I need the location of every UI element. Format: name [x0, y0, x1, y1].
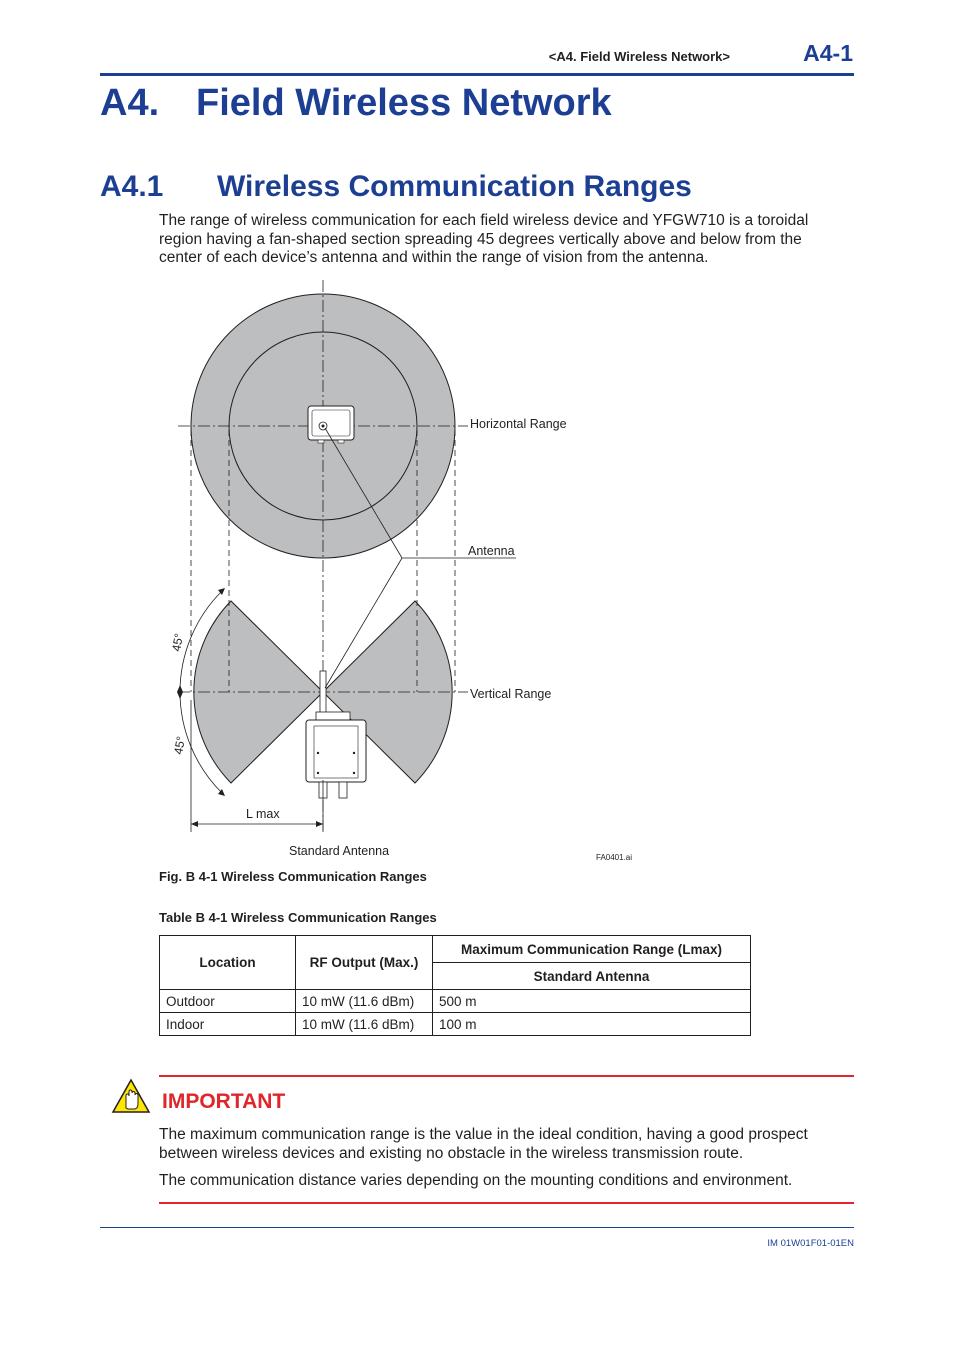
header-location: Location: [160, 936, 296, 990]
label-file-id: FA0401.ai: [596, 853, 633, 862]
intro-paragraph: The range of wireless communication for each field wireless device and YFGW710 is a toroidal region having a fan-shaped section spreading 45 degrees vertically above and below from the center of each device’s antenna and within the range of vision from the antenna.: [159, 212, 809, 266]
chapter-title-text: Field Wireless Network: [196, 82, 612, 124]
table-caption: Table B 4-1 Wireless Communication Ranges: [159, 910, 437, 925]
header-max-range: Maximum Communication Range (Lmax): [433, 936, 751, 963]
label-vertical-range: Vertical Range: [470, 687, 552, 701]
chapter-number: A4.: [100, 82, 160, 124]
important-paragraph-1: The maximum communication range is the value in the ideal condition, having a good prospect between wireless devices and existing no obstacle in the wireless transmission route.: [159, 1126, 808, 1162]
figure-caption: Fig. B 4-1 Wireless Communication Ranges: [159, 869, 427, 884]
important-hand-icon: [111, 1078, 151, 1114]
label-angle-bottom: 45°: [171, 735, 189, 756]
label-lmax: L max: [246, 807, 280, 821]
header-page-number: A4-1: [803, 40, 853, 66]
cell-range: 500 m: [433, 990, 751, 1013]
header-standard-antenna: Standard Antenna: [433, 963, 751, 990]
important-title: IMPORTANT: [162, 1090, 286, 1113]
footer-divider: [100, 1227, 854, 1228]
ranges-table: [159, 935, 751, 1036]
important-top-rule: [159, 1075, 854, 1077]
table-row: [160, 990, 751, 1013]
cell-rf-output: 10 mW (11.6 dBm): [296, 1013, 433, 1036]
table-row: [160, 1013, 751, 1036]
cell-location: Outdoor: [160, 990, 296, 1013]
label-standard-antenna: Standard Antenna: [289, 844, 390, 858]
section-title-text: Wireless Communication Ranges: [217, 170, 692, 203]
cell-rf-output: 10 mW (11.6 dBm): [296, 990, 433, 1013]
chapter-title: [100, 82, 612, 125]
header-section-reference: <A4. Field Wireless Network>: [548, 49, 730, 64]
label-antenna: Antenna: [468, 544, 515, 558]
section-title: [100, 170, 692, 204]
label-horizontal-range: Horizontal Range: [470, 417, 567, 431]
section-number: A4.1: [100, 170, 164, 203]
range-diagram: [0, 270, 954, 870]
important-paragraph-2: The communication distance varies depending on the mounting conditions and environment.: [159, 1172, 793, 1189]
cell-location: Indoor: [160, 1013, 296, 1036]
label-angle-top: 45°: [169, 632, 187, 653]
header-divider: [100, 73, 854, 76]
cell-range: 100 m: [433, 1013, 751, 1036]
header-rf-output: RF Output (Max.): [296, 936, 433, 990]
important-bottom-rule: [159, 1202, 854, 1204]
footer-document-number: IM 01W01F01-01EN: [767, 1238, 854, 1249]
